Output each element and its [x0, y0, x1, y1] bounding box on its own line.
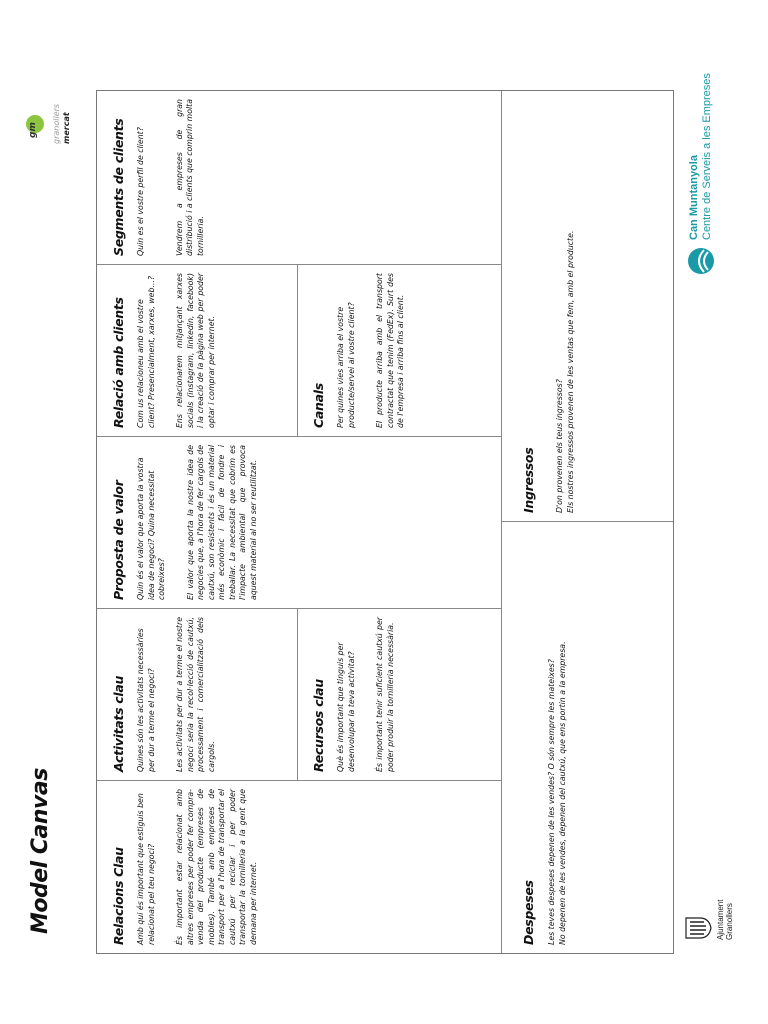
question-proposta-valor: Quin és el valor que aporta la vostra idea de negoci? Quina necessitat cobreixes? [136, 457, 166, 600]
ajuntament-line2: Granollers [725, 903, 734, 940]
ajuntament-shield-icon [684, 916, 712, 940]
ajuntament-logo [684, 870, 754, 940]
cell-relacio-clients [111, 265, 217, 436]
answer-recursos-clau: És important tenir suficient cautxú per poder produir la tornilleria necessària. [375, 617, 395, 772]
answer-despeses: No depenen de les vendes, depenen del cautxú, que ens portin a la empresa. [558, 641, 567, 945]
answer-relacions-clau: És important estar relacionat amb altres empreses per poder fer compra-venda del producte (empreses de mobles). També amb empreses de transport per a l'hora de transportar el cautxú per reciclar i per poder transportar la tornilleria a la gent que demana per internet. [175, 789, 258, 945]
answer-segments-clients: Vendrem a empreses de gran distribució i a clients que comprin molta tornilleria. [174, 99, 205, 256]
gm-mark: gm [28, 122, 38, 138]
cell-activitats-clau [111, 609, 217, 780]
answer-activitats-clau: Les activitats per dur a terme el nostre negoci seria la recol·lecció de cautxú, processament i comercialització dels cargols. [175, 617, 216, 772]
heading-segments-clients: Segments de clients [111, 118, 126, 256]
question-activitats-clau: Quines són les activitats necessàries per dur a terme el negoci? [136, 628, 156, 772]
heading-activitats-clau: Activitats clau [111, 675, 126, 772]
canvas-grid [96, 90, 674, 954]
can-muntanyola-line2: Centre de Serveis a les Empreses [701, 73, 713, 240]
question-relacions-clau: Amb qui és important que estiguis ben relacionat pel teu negoci? [136, 793, 156, 945]
heading-recursos-clau: Recursos clau [311, 679, 326, 772]
can-muntanyola-line1: Can Muntanyola [688, 155, 700, 240]
cell-recursos-clau [311, 609, 396, 780]
answer-canals: El producte arriba amb el transport contractat que tenim (FedEx). Surt des de l'empresa i arriba fins al client. [375, 273, 405, 428]
cell-relacions-clau [111, 781, 259, 953]
heading-relacio-clients: Relació amb clients [111, 297, 126, 428]
question-recursos-clau: Què és important que tinguis per desenvolupar la teva activitat? [336, 642, 356, 772]
heading-relacions-clau: Relacions Clau [111, 847, 126, 945]
gm-text-b: mercat [62, 112, 71, 144]
can-muntanyola-icon [686, 246, 716, 276]
question-canals: Per quines vies arriba el vostre producte/servei al vostre client? [336, 302, 356, 428]
question-relacio-clients: Com us relacioneu amb el vostre client? Presencialment, xarxes, web...? [136, 275, 156, 428]
question-segments-clients: Quin es el vostre perfil de client? [136, 127, 145, 256]
answer-proposta-valor: El valor que aporta la nostre idea de negocies que, a l'hora de fer cargols de cautxú, son resistents i és un material més econòmic i fàcil de fondre i treballar. La necessitat que cobrim es l'impacte ambiental que provoca aquest material al no ser reutilitzat. [185, 445, 258, 600]
can-muntanyola-logo [684, 16, 744, 276]
answer-relacio-clients: Ens relacionarem mitjançant xarxes socials (instagram, linkedin, facebook) i la creació de la pàgina web per poder optar i comprar per internet. [175, 273, 216, 428]
cell-segments-clients [111, 91, 206, 264]
cell-ingressos [521, 91, 576, 521]
heading-proposta-valor: Proposta de valor [111, 480, 126, 600]
ajuntament-line1: Ajuntament [716, 899, 725, 940]
page-title: Model Canvas [28, 768, 53, 934]
gm-text-a: granollers [52, 103, 61, 144]
heading-despeses: Despeses [521, 880, 536, 945]
heading-ingressos: Ingressos [521, 447, 536, 513]
answer-ingressos: Els nostres ingressos provenen de les ventas que fem, amb el producte. [566, 230, 575, 513]
question-ingressos: D'on provenen els teus ingressos? [555, 379, 564, 513]
granollers-mercat-logo [22, 64, 82, 144]
cell-despeses [521, 522, 568, 953]
cell-canals [311, 265, 407, 436]
cell-proposta-valor [111, 437, 259, 608]
question-despeses: Les teves despeses depenen de les vendes? O són sempre les mateixes? [547, 659, 556, 945]
heading-canals: Canals [311, 383, 326, 428]
